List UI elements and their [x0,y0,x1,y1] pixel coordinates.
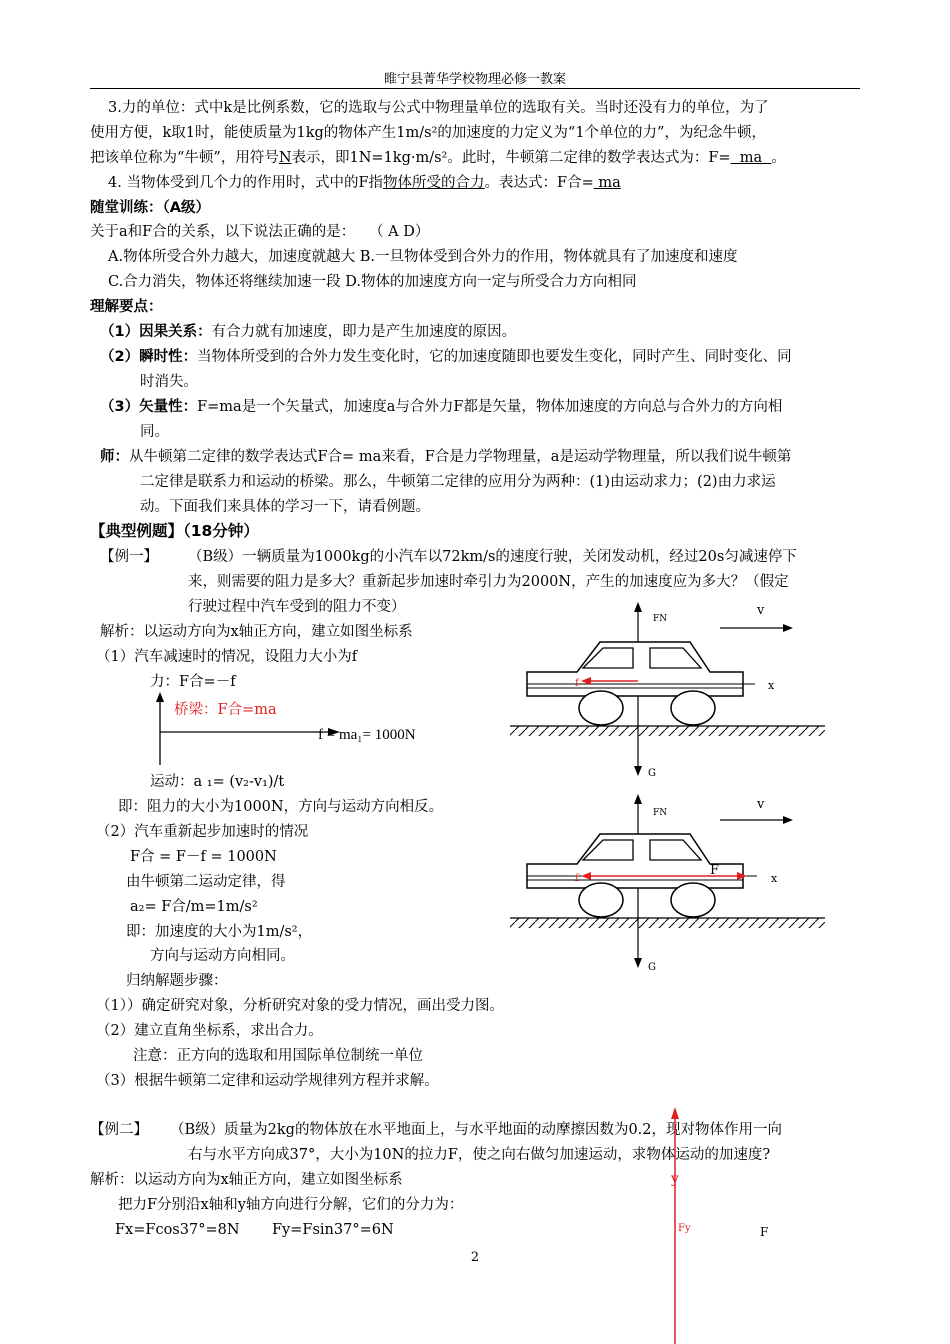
fig2-f-label: f [575,873,579,884]
ex2-F-label: F [760,1225,769,1239]
ex2-fx: Fx=Fcos37°=8N [115,1222,240,1238]
ex2-force-figure [660,1105,800,1344]
points-title: 理解要点： [90,299,163,315]
page-number: 2 [470,1250,480,1265]
drill-answer: （ A D） [369,224,430,240]
teacher-line3: 动。下面我们来具体的学习一下，请看例题。 [140,499,430,515]
ex1-step1: （1））确定研究对象，分析研究对象的受力情况，画出受力图。 [96,998,504,1014]
ex1-steps-title: 归纳解题步骤： [126,973,228,989]
ex1-note: 注意：正方向的选取和用国际单位制统一单位 [133,1048,423,1064]
drill-option-cd: C.合力消失，物体还将继续加速一段 D.物体的加速度方向一定与所受合力方向相同 [108,274,637,290]
fig1-x-label: x [768,679,775,692]
ex1-result2a: 即：加速度的大小为1m/s²， [126,924,313,940]
ex2-fy: Fy=Fsin37°=6N [272,1222,394,1238]
point-causality: （1）因果关系：有合力就有加速度，即力是产生加速度的原因。 [100,324,517,340]
point-instantaneity: （2）瞬时性：当物体所受到的合外力发生变化时，它的加速度随即也要发生变化，同时产生、同时变化、同 [100,349,792,365]
drill-option-ab: A.物体所受合外力越大，加速度就越大 B.一旦物体受到合外力的作用，物体就具有了加速度和速度 [108,249,738,265]
ex1-step3: （3）根据牛顿第二定律和运动学规律列方程并求解。 [96,1073,439,1089]
fig1-v-label: v [757,603,765,618]
fig1-f-label: f [575,678,579,689]
ex1-case1: （1）汽车减速时的情况，设阻力大小为f [96,649,358,665]
fig2-F-label: F [710,863,720,878]
fig1-g-label: G [648,768,656,779]
ex1-line3: 行驶过程中汽车受到的阻力不变） [188,599,406,615]
ex2-analysis: 解析：以运动方向为x轴正方向，建立如图坐标系 [90,1172,403,1188]
ex2-decomposition: 把力F分别沿x轴和y轴方向进行分解，它们的分力为： [118,1197,464,1213]
car-figure-decel [505,600,835,780]
teacher-line2: 二定律是联系力和运动的桥梁。那么，牛顿第二定律的应用分为两种：(1)由运动求力；(2)由力求运 [140,474,776,490]
para4: 4. 当物体受到几个力的作用时，式中的F指物体所受的合力。表达式：F合= ma [108,175,621,191]
point-vector-cont: 同。 [140,424,169,440]
ex1-f-equation: f = ma₁= 1000N [318,727,416,743]
ex2-line1: （B级）质量为2kg的物体放在水平地面上，与水平地面的动摩擦因数为0.2，现对物体作用一向 [170,1122,783,1138]
drill-question: 关于a和F合的关系，以下说法正确的是： （ A D） [90,224,430,240]
ex1-fnet2: F合 = F－f = 1000N [130,849,277,865]
ex1-line1: （B级）一辆质量为1000kg的小汽车以72km/s的速度行驶，关闭发动机，经过20s匀减速停下 [188,549,797,565]
ex1-analysis: 解析：以运动方向为x轴正方向，建立如图坐标系 [100,624,413,640]
car-figure-accel [505,792,835,972]
ex2-label: 【例二】 [90,1122,148,1138]
point-instantaneity-cont: 时消失。 [140,374,198,390]
ex1-motion: 运动：a ₁= (v₂-v₁)/t [150,774,285,790]
ex1-line2: 来，则需要的阻力是多大？重新起步加速时牵引力为2000N，产生的加速度应为多大？（假定 [188,574,789,590]
ex1-bridge: 桥梁：F合=ma [174,702,277,718]
ex1-by-law: 由牛顿第二运动定律，得 [126,874,286,890]
fig2-v-label: v [757,797,765,812]
para3-line2: 使用方便，k取1时，能使质量为1kg的物体产生1m/s²的加速度的力定义为“1个单位的力”，为纪念牛顿， [90,125,766,141]
ex2-y-label: y [671,1171,679,1187]
ex1-label: 【例一】 [100,549,158,565]
header-rule [90,88,860,89]
para3-line1: 3.力的单位：式中k是比例系数，它的选取与公式中物理量单位的选取有关。当时还没有力的单位，为了 [108,100,769,116]
ex2-line2: 右与水平方向成37°，大小为10N的拉力F，使之向右做匀加速运动，求物体运动的加速度? [188,1147,771,1163]
ex1-result2b: 方向与运动方向相同。 [150,948,295,964]
ex1-a2: a₂= F合/m=1m/s² [130,899,258,915]
ex1-result1: 即：阻力的大小为1000N，方向与运动方向相反。 [118,799,444,815]
drill-title: 随堂训练：（A级） [90,200,210,216]
teacher-line1: 师：从牛顿第二定律的数学表达式F合= ma来看，F合是力学物理量，a是运动学物理量，所以我们说牛顿第 [100,449,792,465]
para3-line3: 把该单位称为“牛顿”，用符号N表示，即1N=1kg·m/s²。此时，牛顿第二定律的数学表达式为：F= ma 。 [90,150,786,166]
ex2-fy-label: Fy [678,1223,691,1234]
fig1-fn-label: FN [653,614,668,624]
fig2-x-label: x [771,872,778,885]
examples-title: 【典型例题】（18分钟） [90,522,259,540]
fig2-g-label: G [648,962,656,973]
point-vector: （3）矢量性：F=ma是一个矢量式，加速度a与合外力F都是矢量，物体加速度的方向总与合外力的方向相 [100,399,783,415]
ex1-step2: （2）建立直角坐标系，求出合力。 [96,1023,323,1039]
ex1-force: 力：F合=－f [150,674,236,690]
ex1-case2: （2）汽车重新起步加速时的情况 [96,824,309,840]
fig2-fn-label: FN [653,808,668,818]
page-header: 睢宁县菁华学校物理必修一教案 [383,72,566,87]
